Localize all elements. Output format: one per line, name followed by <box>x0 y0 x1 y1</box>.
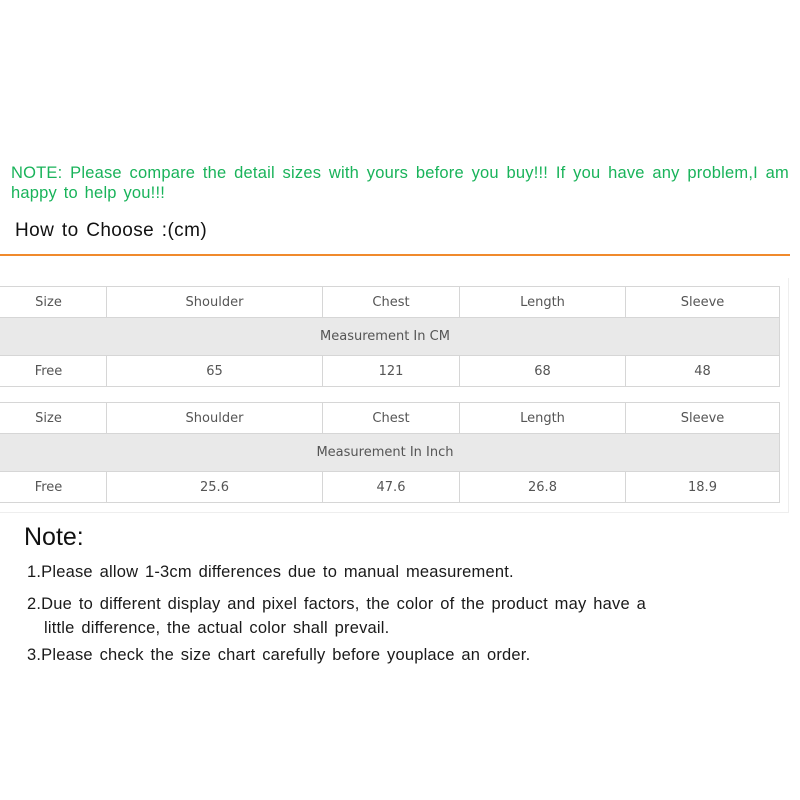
note-item-continuation: little difference, the actual color shall prevail. <box>44 619 390 637</box>
table-cell: 26.8 <box>460 472 626 503</box>
table-header-row <box>0 403 780 434</box>
table-cell: 48 <box>626 356 780 387</box>
note-item-line: 2.Due to different display and pixel factors, the color of the product may have a <box>27 595 646 613</box>
table-cell: 18.9 <box>626 472 780 503</box>
header-cell: Chest <box>323 287 460 318</box>
unit-band: Measurement In Inch <box>0 434 780 472</box>
unit-band-row <box>0 318 780 356</box>
table-cell: 121 <box>323 356 460 387</box>
header-cell: Sleeve <box>626 403 780 434</box>
header-cell: Size <box>0 287 107 318</box>
note-title: Note: <box>24 523 84 551</box>
table-cell: Free <box>0 356 107 387</box>
unit-band-row <box>0 434 780 472</box>
header-cell: Length <box>460 287 626 318</box>
unit-band: Measurement In CM <box>0 318 780 356</box>
table-cell: 68 <box>460 356 626 387</box>
note-item: 1.Please allow 1-3cm differences due to manual measurement. <box>27 563 514 581</box>
divider <box>0 254 790 256</box>
table-cell: Free <box>0 472 107 503</box>
note-item: 3.Please check the size chart carefully before youplace an order. <box>27 646 531 664</box>
table-row <box>0 472 780 503</box>
table-header-row <box>0 287 780 318</box>
header-cell: Shoulder <box>107 403 323 434</box>
table-row <box>0 356 780 387</box>
header-cell: Chest <box>323 403 460 434</box>
page-heading: How to Choose :(cm) <box>15 220 208 241</box>
header-cell: Length <box>460 403 626 434</box>
table-cell: 47.6 <box>323 472 460 503</box>
notice-text: NOTE: Please compare the detail sizes with yours before you buy!!! If you have any problem,I am happy to help you!!! <box>11 164 789 202</box>
table-cell: 65 <box>107 356 323 387</box>
size-table-inch <box>0 402 780 503</box>
table-cell: 25.6 <box>107 472 323 503</box>
header-cell: Shoulder <box>107 287 323 318</box>
header-cell: Sleeve <box>626 287 780 318</box>
size-table-cm <box>0 286 780 387</box>
header-cell: Size <box>0 403 107 434</box>
note-item <box>27 592 707 640</box>
